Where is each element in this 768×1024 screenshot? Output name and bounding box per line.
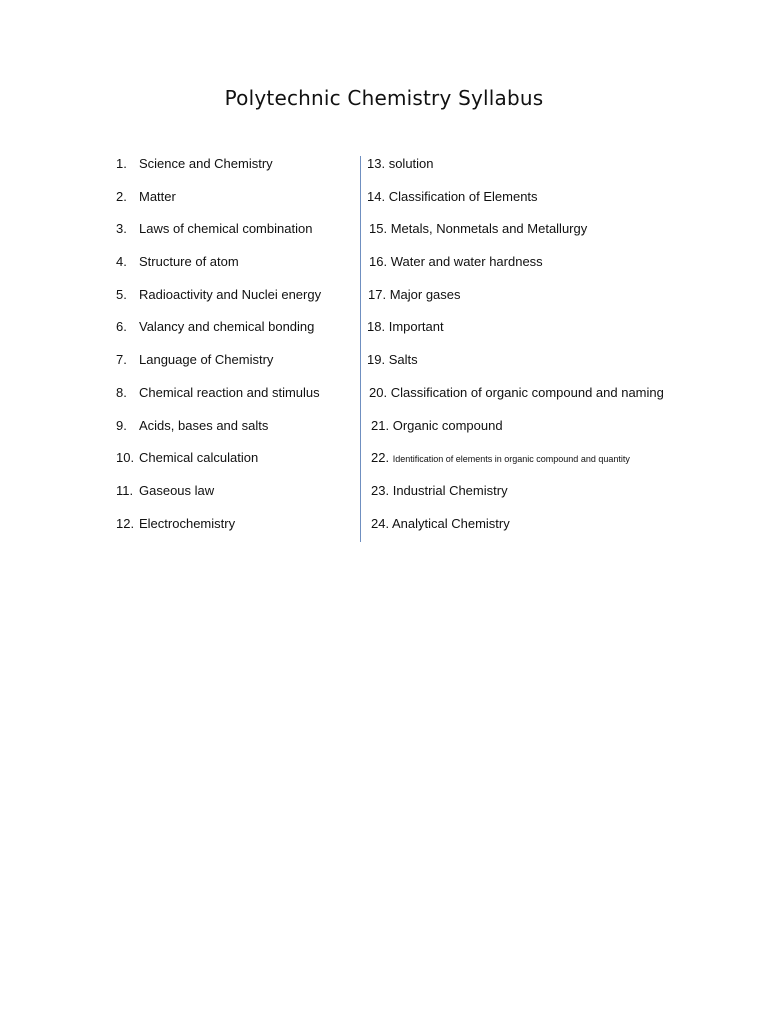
item-text: Metals, Nonmetals and Metallurgy (390, 221, 588, 237)
list-item (116, 513, 356, 546)
item-number: 20. (369, 384, 388, 400)
list-item (116, 316, 356, 349)
item-text: Classification of Elements (388, 188, 538, 204)
item-number: 8. (116, 384, 127, 400)
item-number: 6. (116, 319, 127, 335)
item-text: Industrial Chemistry (392, 482, 508, 498)
item-text: Science and Chemistry (139, 156, 273, 171)
item-text: Important (388, 319, 444, 335)
item-text: Acids, bases and salts (139, 417, 269, 433)
item-text: Language of Chemistry (139, 352, 274, 368)
list-item (367, 513, 757, 546)
item-text: Matter (139, 188, 176, 204)
list-item (367, 316, 757, 349)
item-text: solution (388, 156, 434, 171)
item-text: Major gases (389, 286, 461, 302)
list-item (367, 218, 757, 251)
item-text: Laws of chemical combination (139, 221, 313, 237)
item-number: 17. (368, 286, 387, 302)
item-text: Organic compound (392, 417, 503, 433)
list-item (116, 349, 356, 382)
item-number: 13. (367, 156, 386, 171)
list-item (116, 153, 356, 186)
list-item (367, 153, 757, 186)
list-item (116, 415, 356, 448)
item-number: 19. (367, 352, 386, 368)
list-item (367, 415, 757, 448)
list-item (367, 251, 757, 284)
item-number: 1. (116, 156, 127, 171)
item-number: 5. (116, 286, 127, 302)
item-number: 4. (116, 254, 127, 270)
item-number: 22. (371, 450, 390, 466)
list-item (116, 447, 356, 480)
list-item (116, 186, 356, 219)
column-divider (360, 156, 361, 542)
item-number: 11. (116, 482, 134, 498)
item-number: 15. (369, 221, 388, 237)
item-text: Structure of atom (139, 254, 239, 270)
item-number: 16. (369, 254, 388, 270)
item-number: 12. (116, 515, 135, 531)
item-text: Radioactivity and Nuclei energy (139, 286, 322, 302)
list-item (367, 382, 757, 415)
list-item (116, 382, 356, 415)
item-number: 2. (116, 188, 127, 204)
item-number: 3. (116, 221, 127, 237)
list-item (116, 218, 356, 251)
item-number: 21. (371, 417, 390, 433)
item-number: 23. (371, 482, 390, 498)
list-item (367, 349, 757, 382)
list-item (116, 284, 356, 317)
list-item (116, 251, 356, 284)
item-text: Identification of elements in organic compound and quantity (392, 454, 630, 465)
item-text: Analytical Chemistry (391, 515, 510, 531)
item-number: 7. (116, 352, 127, 368)
item-number: 9. (116, 417, 127, 433)
item-number: 24. (371, 515, 390, 531)
list-item (367, 284, 757, 317)
item-text: Salts (388, 352, 418, 368)
item-number: 10. (116, 450, 135, 466)
item-text: Water and water hardness (390, 254, 543, 270)
item-text: Chemical reaction and stimulus (139, 384, 320, 400)
list-item (367, 186, 757, 219)
list-item (367, 447, 757, 480)
syllabus-list-right (367, 153, 757, 545)
item-text: Valancy and chemical bonding (139, 319, 315, 335)
item-text: Chemical calculation (139, 450, 259, 466)
item-number: 14. (367, 188, 386, 204)
list-item (367, 480, 757, 513)
item-number: 18. (367, 319, 386, 335)
list-item (116, 480, 356, 513)
item-text: Classification of organic compound and naming (390, 384, 664, 400)
page-title: Polytechnic Chemistry Syllabus (224, 86, 544, 110)
item-text: Gaseous law (139, 482, 215, 498)
syllabus-list-left (116, 153, 356, 545)
item-text: Electrochemistry (139, 515, 236, 531)
